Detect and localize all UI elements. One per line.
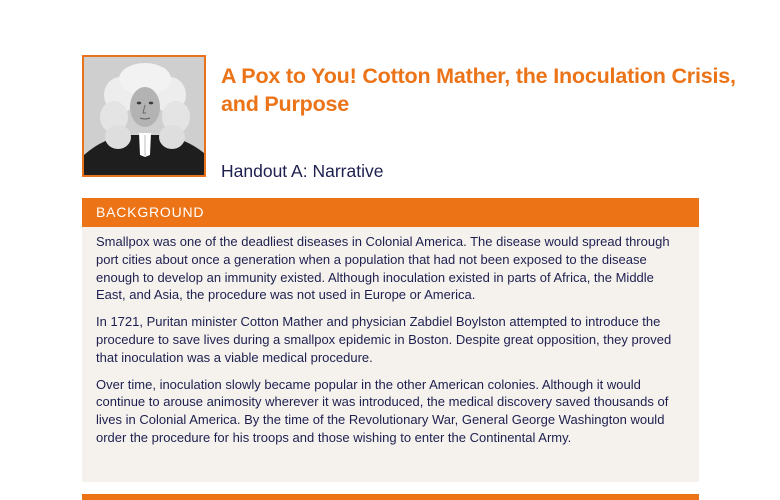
section-body [82, 227, 699, 447]
paragraph-3: Over time, inoculation slowly became popular in the other American colonies. Although it would continue to arouse animosity wherever it was introduced, the medical discovery saved thousands of lives in Colonial America. By the time of the Revolutionary War, General George Washington would order the procedure for his troops and those wishing to enter the Continental Army. [96, 376, 669, 445]
section-heading: BACKGROUND [82, 198, 699, 227]
bottom-divider [82, 494, 699, 500]
handout-subtitle: Handout A: Narrative [221, 161, 384, 181]
page-title: A Pox to You! Cotton Mather, the Inoculation Crisis, and Purpose [221, 64, 736, 116]
paragraph-2: In 1721, Puritan minister Cotton Mather and physician Zabdiel Boylston attempted to introduce the procedure to save lives during a smallpox epidemic in Boston. Despite great opposition, they proved that inoculation was a viable medical procedure. [96, 314, 672, 365]
background-section [82, 198, 699, 482]
paragraph-1: Smallpox was one of the deadliest diseases in Colonial America. The disease would spread through port cities about once a generation when a population that had not been exposed to the disease enough to develop an immunity existed. Although inoculation existed in parts of Africa, the Middle East, and Asia, the procedure was not used in Europe or America. [96, 234, 670, 303]
cotton-mather-portrait [82, 55, 206, 177]
